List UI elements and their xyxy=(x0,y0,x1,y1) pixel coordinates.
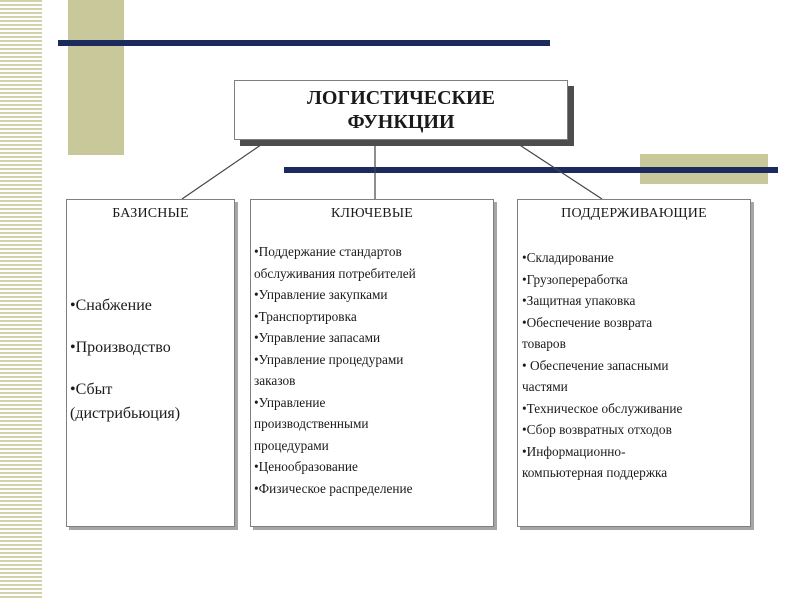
list-item: •Складирование xyxy=(522,250,614,265)
list-item: •Производство xyxy=(70,339,171,356)
column-heading-key: КЛЮЧЕВЫЕ xyxy=(330,206,414,221)
list-item: •Физическое распределение xyxy=(254,480,413,496)
list-item: •Техническое обслуживание xyxy=(522,400,683,416)
left-stripe-decoration xyxy=(0,0,42,600)
top-navy-bar xyxy=(58,40,550,46)
column-heading-basic: БАЗИСНЫЕ xyxy=(112,206,189,221)
list-item: •Информационно- компьютерная поддержка xyxy=(522,443,668,480)
column-basic xyxy=(66,199,235,527)
top-khaki-block xyxy=(68,0,124,155)
list-item: •Сбор возвратных отходов xyxy=(522,422,672,437)
list-item: •Снабжение xyxy=(70,297,152,314)
list-item: • Обеспечение запасными частями xyxy=(522,357,669,394)
list-item: •Управление процедурами заказов xyxy=(254,351,404,388)
title-box xyxy=(234,80,568,140)
list-item: •Управление закупками xyxy=(254,287,388,302)
list-item: •Управление производственными процедурами xyxy=(254,394,369,453)
item-list-key xyxy=(251,241,493,499)
list-item: •Сбыт (дистрибьюция) xyxy=(70,381,181,422)
list-item: •Транспортировка xyxy=(254,308,357,324)
list-item: •Поддержание стандартов обслуживания потребителей xyxy=(254,244,416,281)
list-item: •Обеспечение возврата товаров xyxy=(522,314,653,351)
column-support xyxy=(517,199,751,527)
diagram-title: ЛОГИСТИЧЕСКИЕ ФУНКЦИИ xyxy=(307,87,495,133)
right-navy-bar xyxy=(284,167,778,173)
list-item: •Управление запасами xyxy=(254,330,381,345)
column-key xyxy=(250,199,494,527)
list-item: •Грузопереработка xyxy=(522,271,628,287)
connector-left xyxy=(182,140,268,199)
item-list-basic xyxy=(67,294,234,426)
item-list-support xyxy=(518,247,750,484)
list-item: •Ценообразование xyxy=(254,459,358,474)
list-item: •Защитная упаковка xyxy=(522,293,636,308)
column-heading-support: ПОДДЕРЖИВАЮЩИЕ xyxy=(561,206,707,221)
